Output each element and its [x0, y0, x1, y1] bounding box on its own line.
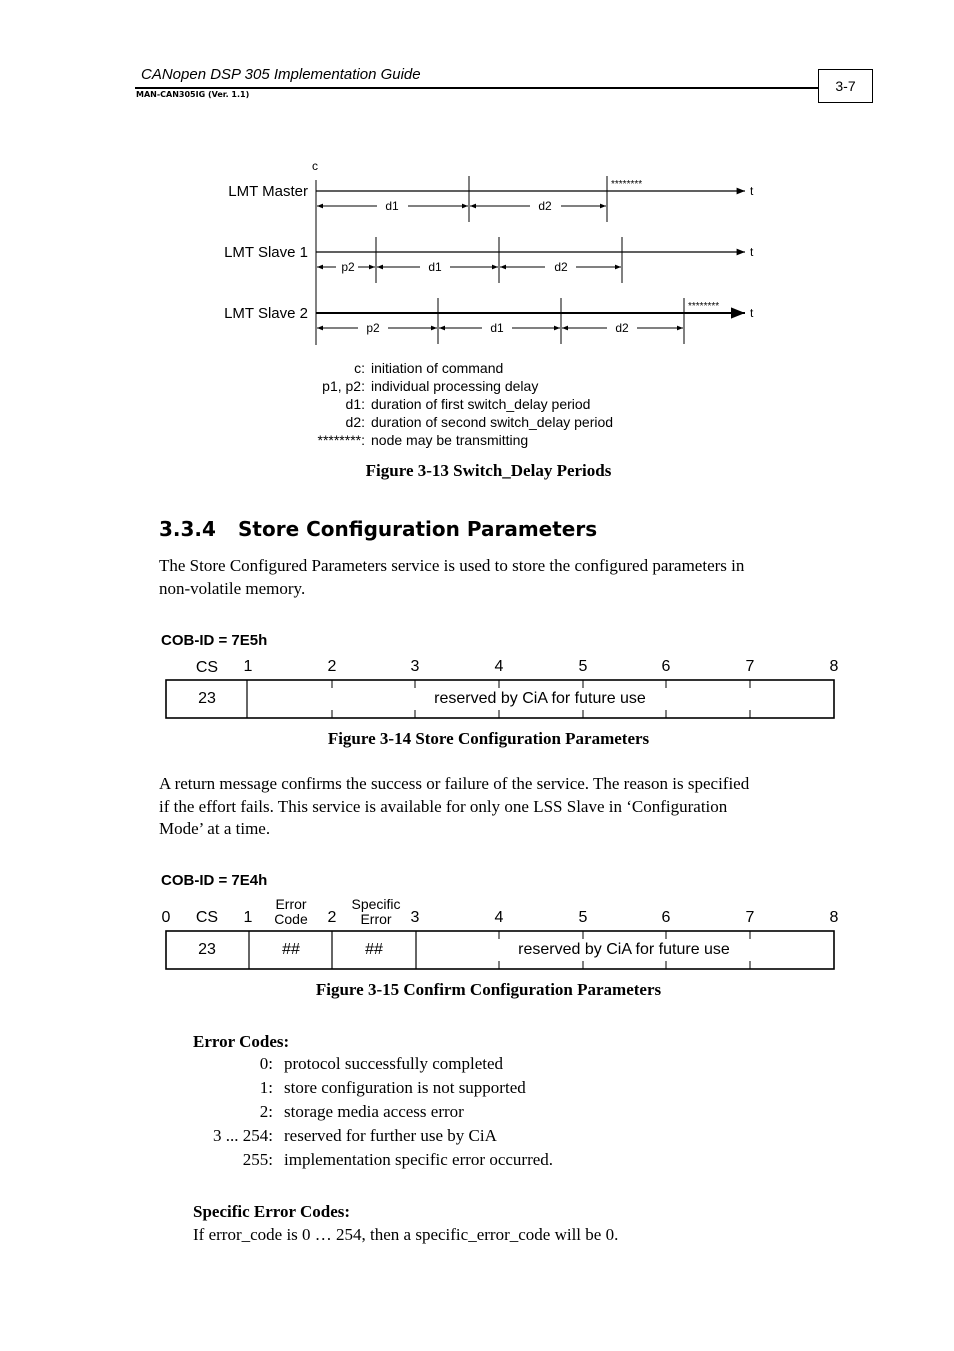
legend-item — [250, 432, 750, 450]
span-label: d1 — [490, 321, 504, 335]
error-codes-list — [0, 1054, 954, 1184]
span-label: d2 — [554, 260, 568, 274]
byte-number: 7 — [745, 658, 755, 675]
legend-text: duration of first switch_delay period — [371, 396, 591, 412]
byte-number: 5 — [578, 658, 588, 675]
document-title: CANopen DSP 305 Implementation Guide — [141, 66, 421, 83]
reserved-text: reserved by CiA for future use — [434, 690, 646, 707]
byte-number: 6 — [661, 658, 671, 675]
legend-key: c: — [354, 360, 365, 376]
byte-number: 6 — [661, 909, 671, 926]
t-label-slave-2: t — [750, 306, 754, 320]
legend-key: d2: — [345, 414, 365, 430]
page-number: 3-7 — [818, 69, 873, 103]
byte-number: 3 — [410, 658, 420, 675]
reserved-text: reserved by CiA for future use — [518, 941, 730, 958]
legend-item — [250, 360, 750, 378]
transmitting-marker-slave-2: ******** — [688, 301, 720, 312]
paragraph-store-intro — [159, 555, 744, 600]
error-code-description: store configuration is not supported — [284, 1078, 526, 1097]
specific-error-codes-heading: Specific Error Codes: — [193, 1202, 351, 1221]
byte-number: 8 — [829, 909, 839, 926]
cs-header: CS — [195, 659, 219, 676]
error-code-description: reserved for further use by CiA — [284, 1126, 497, 1145]
paragraph-line: if the effort fails. This service is available for only one LSS Slave in ‘Configuration — [159, 796, 728, 816]
document-version: MAN-CAN305IG (Ver. 1.1) — [136, 90, 250, 99]
paragraph-line: Mode’ at a time. — [159, 819, 271, 838]
error-code-description: implementation specific error occurred. — [284, 1150, 554, 1169]
byte-number: 2 — [327, 658, 337, 675]
byte-number: 8 — [829, 658, 839, 675]
t-label-slave-1: t — [750, 245, 754, 259]
legend-item — [250, 414, 750, 432]
byte-number: 5 — [578, 909, 588, 926]
legend-text: node may be transmitting — [371, 432, 529, 448]
error-code-header: Error — [275, 896, 307, 912]
byte-number: 1 — [243, 658, 253, 675]
cs-value: 23 — [198, 941, 216, 958]
cs-header: CS — [195, 909, 219, 926]
error-code-number: 0: — [259, 1054, 273, 1073]
byte-number: 4 — [494, 909, 504, 926]
error-codes-heading: Error Codes: — [193, 1032, 290, 1051]
legend-item — [250, 378, 750, 396]
byte-number: 4 — [494, 658, 504, 675]
specific-error-codes-text: If error_code is 0 … 254, then a specific_error_code will be 0. — [193, 1225, 619, 1244]
legend-text: initiation of command — [371, 360, 504, 376]
diagram-legend — [250, 360, 750, 455]
span-label: d2 — [538, 199, 552, 213]
specific-error-value: ## — [365, 941, 383, 958]
error-code-number: 1: — [259, 1078, 273, 1097]
paragraph-line: The Store Configured Parameters service is used to store the configured parameters in — [159, 556, 745, 575]
transmitting-marker-master: ******** — [611, 179, 643, 190]
confirm-config-frame — [150, 890, 850, 975]
row-label-lmt-slave-1: LMT Slave 1 — [224, 244, 308, 261]
row-label-lmt-master: LMT Master — [228, 183, 308, 200]
byte-number: 1 — [243, 909, 253, 926]
cob-id-label-store: COB-ID = 7E5h — [161, 632, 268, 649]
error-code-description: protocol successfully completed — [284, 1054, 504, 1073]
legend-key: ********: — [317, 432, 365, 448]
legend-item — [250, 396, 750, 414]
frame-box — [166, 931, 834, 969]
error-code-value: ## — [282, 941, 300, 958]
byte-number: 7 — [745, 909, 755, 926]
specific-error-header: Specific — [351, 896, 401, 912]
section-heading — [159, 517, 597, 541]
legend-key: d1: — [345, 396, 365, 412]
figure-caption-3-13: Figure 3-13 Switch_Delay Periods — [365, 461, 612, 480]
error-code-number: 255: — [242, 1150, 273, 1169]
figure-caption-3-14: Figure 3-14 Store Configuration Parameters — [327, 729, 650, 748]
switch-delay-timing-diagram — [0, 0, 954, 360]
legend-text: individual processing delay — [371, 378, 539, 394]
span-label: p2 — [366, 321, 380, 335]
legend-key: p1, p2: — [322, 378, 365, 394]
cs-value: 23 — [198, 690, 216, 707]
span-label: d2 — [615, 321, 629, 335]
paragraph-return-message — [159, 773, 749, 841]
row-label-lmt-slave-2: LMT Slave 2 — [224, 305, 308, 322]
command-initiation-label: c — [312, 159, 318, 173]
error-code-number: 3 ... 254: — [213, 1126, 273, 1145]
byte-number: 0 — [161, 909, 171, 926]
span-label: d1 — [428, 260, 442, 274]
store-config-frame — [150, 650, 850, 725]
error-code-description: storage media access error — [284, 1102, 464, 1121]
span-label: p2 — [341, 260, 355, 274]
figure-caption-3-15: Figure 3-15 Confirm Configuration Parameters — [315, 980, 662, 999]
section-title: Store Configuration Parameters — [238, 517, 598, 541]
byte-number: 3 — [410, 909, 420, 926]
byte-number: 2 — [327, 909, 337, 926]
error-code-header: Code — [274, 911, 308, 927]
paragraph-line: non-volatile memory. — [159, 578, 306, 598]
cob-id-label-confirm: COB-ID = 7E4h — [161, 872, 268, 889]
section-number: 3.3.4 — [159, 517, 216, 541]
specific-error-header: Error — [360, 911, 392, 927]
legend-text: duration of second switch_delay period — [371, 414, 614, 430]
paragraph-line: A return message confirms the success or failure of the service. The reason is specified — [159, 774, 750, 793]
t-label-master: t — [750, 184, 754, 198]
error-code-number: 2: — [259, 1102, 273, 1121]
span-label: d1 — [385, 199, 399, 213]
